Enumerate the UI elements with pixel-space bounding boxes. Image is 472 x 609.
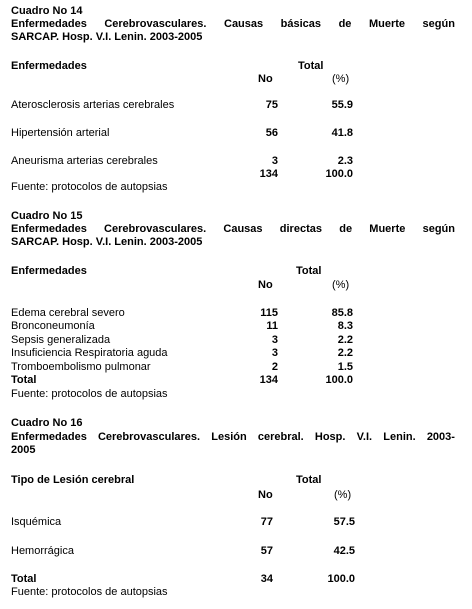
row-no: 56 (265, 127, 278, 139)
row-pct: 41.8 (331, 127, 353, 139)
title-word: Lenin. (383, 431, 416, 443)
row-label: Hipertensión arterial (11, 127, 110, 139)
row-pct: 85.8 (331, 307, 353, 319)
row-pct: 2.3 (337, 155, 353, 167)
title-word: 2003- (426, 431, 455, 443)
title-word: Causas (223, 223, 263, 235)
title-word: de (338, 18, 352, 30)
column-header-no: No (258, 489, 273, 501)
column-header-total: Total (296, 474, 322, 486)
column-header-label: Enfermedades (11, 60, 87, 72)
row-label: Aneurisma arterias cerebrales (11, 155, 158, 167)
row-pct: 8.3 (337, 320, 353, 332)
row-label: Insuficiencia Respiratoria aguda (11, 347, 168, 359)
row-pct: 42.5 (333, 545, 355, 557)
column-header-pct: (%) (332, 73, 350, 85)
row-label: Hemorrágica (11, 545, 74, 557)
row-pct: 2.2 (337, 334, 353, 346)
column-header-total: Total (296, 265, 322, 277)
row-label: Edema cerebral severo (11, 307, 125, 319)
table-title-line2: SARCAP. Hosp. V.I. Lenin. 2003-2005 (11, 236, 203, 248)
title-word: directas (279, 223, 322, 235)
row-label: Bronconeumonía (11, 320, 95, 332)
title-word: según (422, 18, 455, 30)
table-source: Fuente: protocolos de autopsias (11, 388, 168, 400)
row-no: 57 (260, 545, 273, 557)
row-label: Aterosclerosis arterias cerebrales (11, 99, 175, 111)
column-header-label: Tipo de Lesión cerebral (11, 474, 135, 486)
row-no: 115 (260, 307, 278, 319)
title-word: Cerebrovasculares. (104, 18, 207, 30)
column-header-label: Enfermedades (11, 265, 87, 277)
row-pct: 1.5 (337, 361, 353, 373)
title-word: Causas (224, 18, 264, 30)
title-word: de (339, 223, 353, 235)
row-label: Sepsis generalizada (11, 334, 111, 346)
total-row-pct: 100.0 (327, 573, 355, 585)
title-word: Cerebrovasculares. (104, 223, 207, 235)
table-title-line (11, 223, 455, 236)
table-heading: Cuadro No 15 (11, 210, 83, 222)
title-word: Enfermedades (11, 223, 87, 235)
row-no: 77 (260, 516, 273, 528)
total-row-pct: 100.0 (325, 374, 353, 386)
title-word: V.I. (356, 431, 373, 443)
title-word: Hosp. (314, 431, 346, 443)
row-pct: 2.2 (337, 347, 353, 359)
table-source: Fuente: protocolos de autopsias (11, 181, 168, 193)
total-row-pct: 100.0 (325, 168, 353, 180)
row-no: 2 (271, 361, 278, 373)
title-word: básicas (280, 18, 322, 30)
total-row-label: Total (11, 573, 37, 585)
title-word: Muerte (369, 223, 406, 235)
row-no: 75 (265, 99, 278, 111)
table-heading: Cuadro No 16 (11, 417, 83, 429)
title-word: Enfermedades (11, 431, 87, 443)
total-row-no: 134 (259, 168, 278, 180)
row-label: Isquémica (11, 516, 62, 528)
column-header-no: No (258, 279, 273, 291)
column-header-pct: (%) (332, 279, 350, 291)
column-header-total: Total (298, 60, 324, 72)
table-title-line (11, 18, 455, 31)
title-word: Enfermedades (11, 18, 87, 30)
title-word: según (422, 223, 455, 235)
table-title-line2: 2005 (11, 444, 36, 456)
title-word: cerebral. (257, 431, 304, 443)
column-header-pct: (%) (334, 489, 352, 501)
row-pct: 55.9 (331, 99, 353, 111)
table-source: Fuente: protocolos de autopsias (11, 586, 168, 598)
row-no: 3 (271, 155, 278, 167)
total-row-no: 134 (259, 374, 278, 386)
total-row-no: 34 (260, 573, 273, 585)
row-pct: 57.5 (333, 516, 355, 528)
table-heading: Cuadro No 14 (11, 5, 83, 17)
title-word: Lesión (211, 431, 247, 443)
row-no: 3 (271, 334, 278, 346)
row-no: 11 (266, 320, 278, 332)
total-row-label: Total (11, 374, 37, 386)
column-header-no: No (258, 73, 273, 85)
row-no: 3 (271, 347, 278, 359)
table-title-line2: SARCAP. Hosp. V.I. Lenin. 2003-2005 (11, 31, 203, 43)
row-label: Tromboembolismo pulmonar (11, 361, 151, 373)
title-word: Muerte (368, 18, 406, 30)
title-word: Cerebrovasculares. (97, 431, 201, 443)
table-title-line (11, 431, 455, 444)
